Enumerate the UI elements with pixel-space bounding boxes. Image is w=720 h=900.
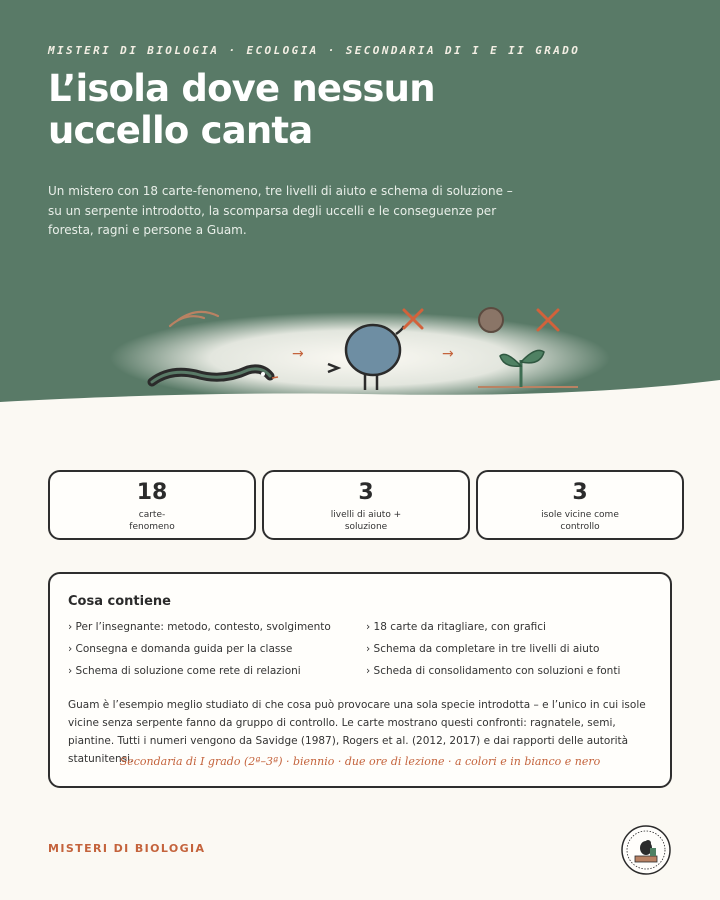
course-meta: Secondaria di I grado (2ª–3ª) · biennio · due ore di lezione · a colori e in bianco e nero	[119, 755, 601, 768]
stat-card-cards	[48, 470, 256, 540]
list-item: › Schema di soluzione come rete di relazioni	[68, 665, 301, 677]
stat-label: isole vicine come controllo	[541, 510, 619, 532]
stat-value: 3	[572, 480, 588, 505]
arrow-icon: →	[292, 346, 304, 362]
list-item: › Consegna e domanda guida per la classe	[68, 643, 293, 655]
page-title: L’isola dove nessun uccello canta	[48, 67, 435, 152]
stat-value: 18	[136, 480, 168, 505]
contents-card	[48, 572, 672, 788]
contents-heading: Cosa contiene	[68, 594, 171, 609]
seed-icon	[479, 308, 503, 332]
seal-logo	[620, 824, 672, 876]
hero	[0, 0, 720, 420]
list-item: › Scheda di consolidamento con soluzioni e fonti	[366, 665, 621, 677]
list-item: › Schema da completare in tre livelli di aiuto	[366, 643, 600, 655]
stat-value: 3	[358, 480, 374, 505]
footer-brand: MISTERI DI BIOLOGIA	[48, 842, 206, 855]
stat-label: livelli di aiuto + soluzione	[330, 510, 402, 532]
list-item: › Per l’insegnante: metodo, contesto, svolgimento	[68, 621, 331, 633]
hero-illustration	[0, 290, 720, 410]
stat-card-islands	[476, 470, 684, 540]
cross-icon	[538, 310, 558, 330]
arrow-icon: →	[442, 346, 454, 362]
contents-description: Guam è l’esempio meglio studiato di che cosa può provocare una sola specie introdotta – e l’unico in cui isole vicine senza serpente fanno da gruppo di controllo. Le carte mostrano questi confronti: ragnatele, semi, piantine. Tutti i numeri vengono da Savidge (1987), Rogers et al. (2012, 2017) e dai rapporti delle autorità statunitensi.	[68, 699, 646, 765]
list-item: › 18 carte da ritagliare, con grafici	[366, 621, 546, 633]
stat-label: carte-fenomeno	[129, 510, 175, 532]
intro-text: Un mistero con 18 carte-fenomeno, tre livelli di aiuto e schema di soluzione – su un serpente introdotto, la scomparsa degli uccelli e le conseguenze per foresta, ragni e persone a Guam.	[48, 184, 513, 237]
contents-list-right	[366, 622, 620, 688]
stat-card-levels	[262, 470, 470, 540]
contents-list-left	[68, 622, 331, 688]
eyebrow: MISTERI DI BIOLOGIA · ECOLOGIA · SECONDARIA DI I E II GRADO	[48, 44, 581, 57]
